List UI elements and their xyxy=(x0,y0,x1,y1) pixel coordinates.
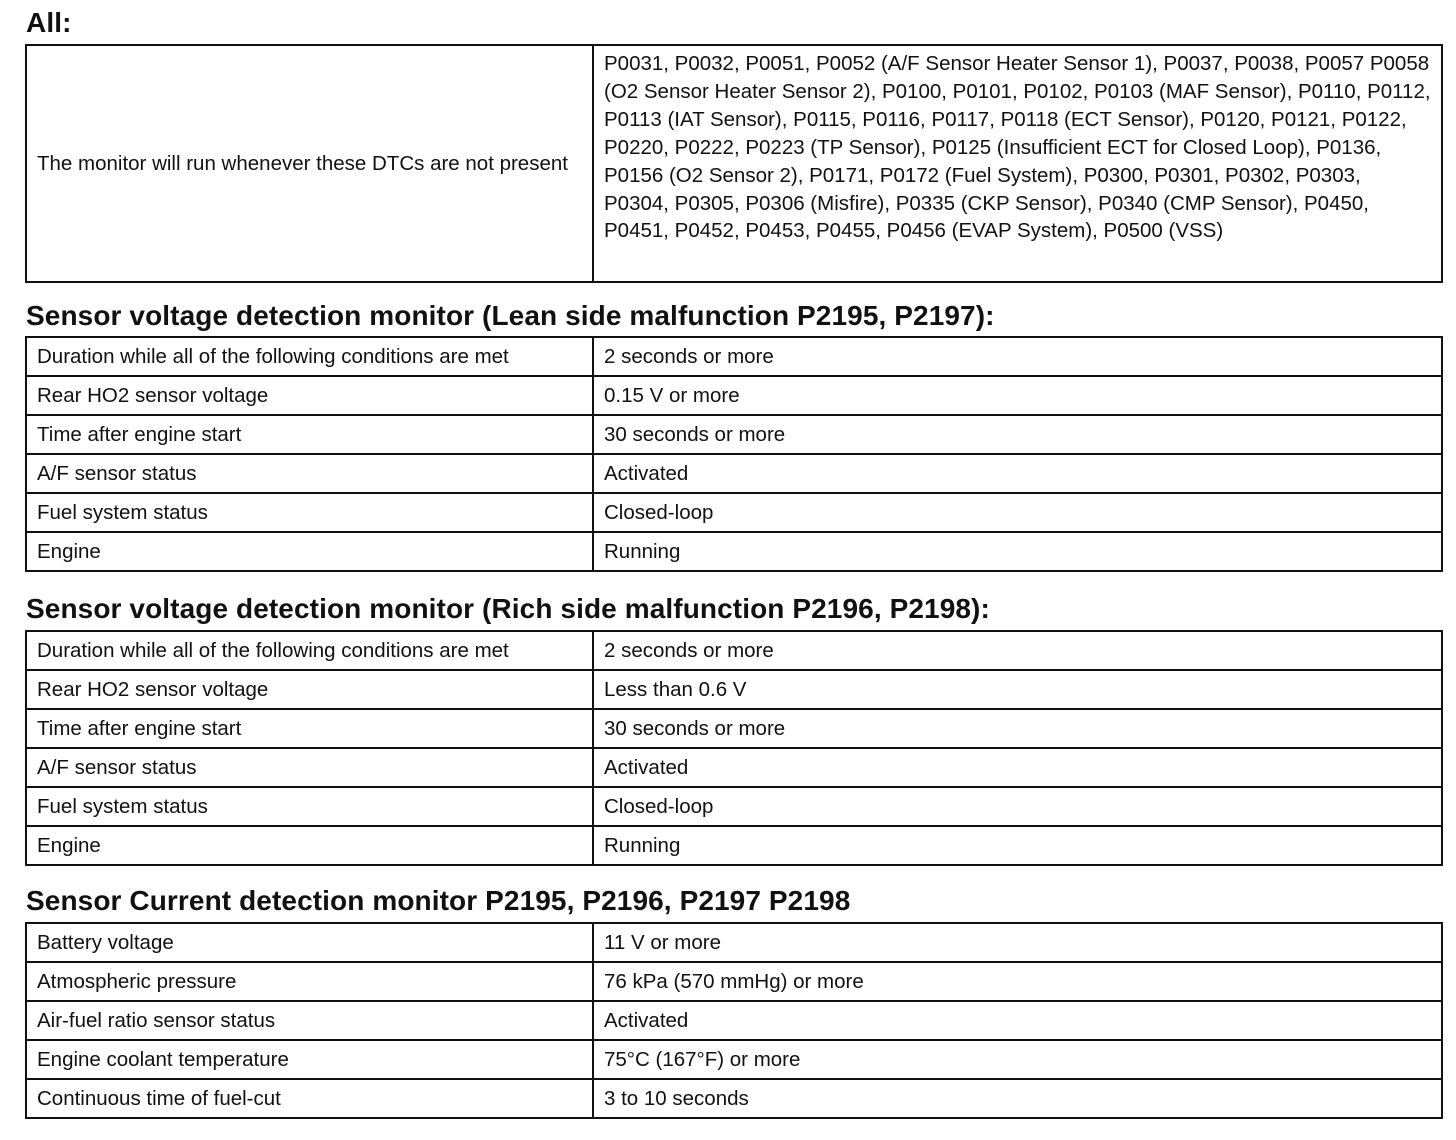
table-row xyxy=(26,493,1442,532)
table-row xyxy=(26,631,1442,670)
row-value: 2 seconds or more xyxy=(593,337,1442,376)
section-title-rich-side: Sensor voltage detection monitor (Rich side malfunction P2196, P2198): xyxy=(26,593,990,624)
row-value: 30 seconds or more xyxy=(593,415,1442,454)
row-label: Fuel system status xyxy=(26,493,593,532)
row-label: Engine xyxy=(26,532,593,571)
row-label: Engine coolant temperature xyxy=(26,1040,593,1079)
row-value: Running xyxy=(593,826,1442,865)
row-label: A/F sensor status xyxy=(26,748,593,787)
row-label: A/F sensor status xyxy=(26,454,593,493)
row-value: 2 seconds or more xyxy=(593,631,1442,670)
table-row xyxy=(26,670,1442,709)
row-label: Fuel system status xyxy=(26,787,593,826)
table-row xyxy=(26,1001,1442,1040)
row-value: Activated xyxy=(593,454,1442,493)
row-value: 0.15 V or more xyxy=(593,376,1442,415)
table-row xyxy=(26,709,1442,748)
row-label: The monitor will run whenever these DTCs are not present xyxy=(26,45,593,282)
row-value: Closed-loop xyxy=(593,787,1442,826)
row-value: 11 V or more xyxy=(593,923,1442,962)
section-title-all: All: xyxy=(26,7,72,38)
row-value: 3 to 10 seconds xyxy=(593,1079,1442,1118)
row-label: Continuous time of fuel-cut xyxy=(26,1079,593,1118)
row-value: Closed-loop xyxy=(593,493,1442,532)
row-value: P0031, P0032, P0051, P0052 (A/F Sensor Heater Sensor 1), P0037, P0038, P0057 P0058 (O2 Sensor Heater Sensor 2), P0100, P0101, P0102, P0103 (MAF Sensor), P0110, P0112, P0113 (IAT Sensor), P0115, P0116, P0117, P0118 (ECT Sensor), P0120, P0121, P0122, P0220, P0222, P0223 (TP Sensor), P0125 (Insufficient ECT for Closed Loop), P0136, P0156 (O2 Sensor 2), P0171, P0172 (Fuel System), P0300, P0301, P0302, P0303, P0304, P0305, P0306 (Misfire), P0335 (CKP Sensor), P0340 (CMP Sensor), P0450, P0451, P0452, P0453, P0455, P0456 (EVAP System), P0500 (VSS) xyxy=(593,45,1442,282)
row-value: 75°C (167°F) or more xyxy=(593,1040,1442,1079)
table-current-detection xyxy=(25,922,1443,1119)
table-row xyxy=(26,962,1442,1001)
table-row xyxy=(26,826,1442,865)
table-rich-side xyxy=(25,630,1443,866)
row-label: Duration while all of the following conditions are met xyxy=(26,631,593,670)
row-label: Time after engine start xyxy=(26,415,593,454)
table-row xyxy=(26,923,1442,962)
table-row xyxy=(26,1040,1442,1079)
row-value: Activated xyxy=(593,1001,1442,1040)
table-row xyxy=(26,415,1442,454)
table-row xyxy=(26,532,1442,571)
table-row xyxy=(26,748,1442,787)
row-value: Running xyxy=(593,532,1442,571)
row-value: Less than 0.6 V xyxy=(593,670,1442,709)
table-row xyxy=(26,787,1442,826)
row-label: Atmospheric pressure xyxy=(26,962,593,1001)
row-label: Rear HO2 sensor voltage xyxy=(26,376,593,415)
row-label: Battery voltage xyxy=(26,923,593,962)
row-value: 76 kPa (570 mmHg) or more xyxy=(593,962,1442,1001)
section-title-current-detection: Sensor Current detection monitor P2195, P2196, P2197 P2198 xyxy=(26,885,851,916)
table-row xyxy=(26,454,1442,493)
section-title-lean-side: Sensor voltage detection monitor (Lean side malfunction P2195, P2197): xyxy=(26,300,995,331)
row-value: Activated xyxy=(593,748,1442,787)
table-row xyxy=(26,376,1442,415)
table-row xyxy=(26,1079,1442,1118)
row-label: Rear HO2 sensor voltage xyxy=(26,670,593,709)
table-lean-side xyxy=(25,336,1443,572)
row-value: 30 seconds or more xyxy=(593,709,1442,748)
table-all-dtcs xyxy=(25,44,1443,283)
row-label: Duration while all of the following conditions are met xyxy=(26,337,593,376)
row-label: Air-fuel ratio sensor status xyxy=(26,1001,593,1040)
row-label: Engine xyxy=(26,826,593,865)
table-row xyxy=(26,337,1442,376)
row-label: Time after engine start xyxy=(26,709,593,748)
table-row xyxy=(26,45,1442,282)
